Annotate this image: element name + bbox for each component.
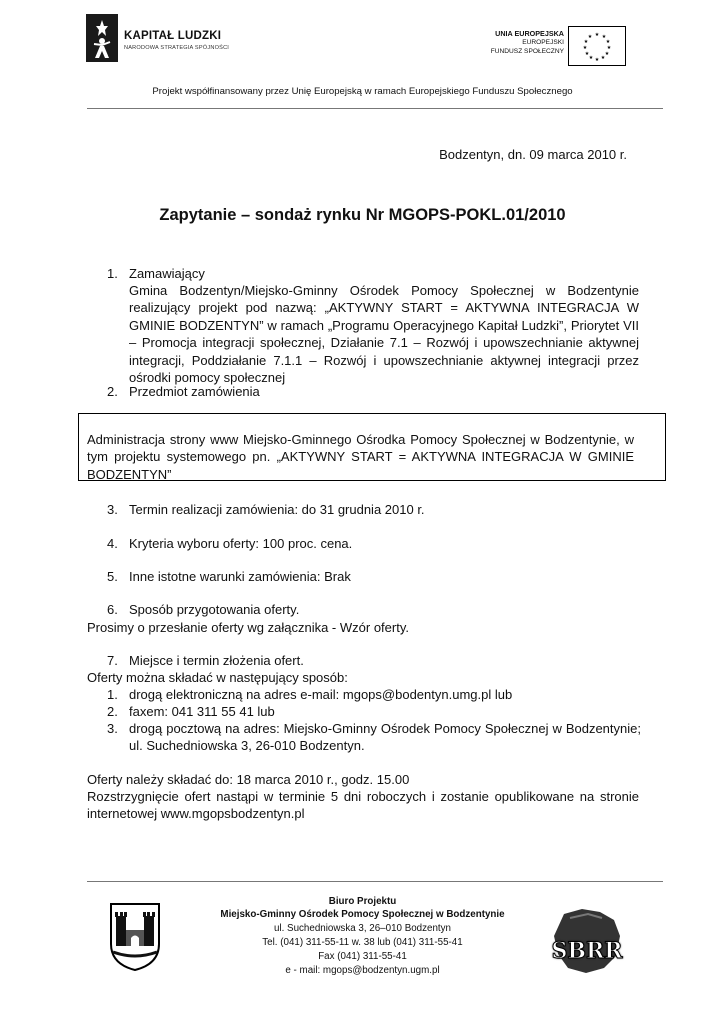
item-5-number: 5. — [107, 569, 118, 584]
footer-email: e - mail: mgops@bodzentyn.ugm.pl — [285, 965, 440, 976]
submission-deadline: Oferty należy składać do: 18 marca 2010 r., godz. 15.00 — [87, 772, 410, 787]
sbrr-logo — [542, 906, 632, 976]
item-6-heading — [107, 601, 299, 618]
footer-divider — [87, 881, 663, 882]
svg-text:★: ★ — [588, 55, 594, 61]
item-4-number: 4. — [107, 536, 118, 551]
eu-logo-line1: UNIA EUROPEJSKA — [495, 29, 564, 38]
svg-text:★: ★ — [600, 55, 606, 61]
kapital-ludzki-subtitle: NARODOWA STRATEGIA SPÓJNOŚCI — [124, 45, 230, 51]
item-1-label: Zamawiający — [129, 266, 205, 281]
item-7-heading — [107, 652, 304, 669]
eu-logo — [470, 26, 626, 72]
footer-fax: Fax (041) 311-55-41 — [318, 951, 407, 962]
order-subject-box — [78, 413, 666, 481]
footer-organization: Miejsko-Gminny Ośrodek Pomocy Społecznej w Bodzentynie — [220, 909, 505, 920]
submission-way-3-address: ul. Suchedniowska 3, 26-010 Bodzentyn. — [129, 738, 365, 753]
submission-way-1-number: 1. — [107, 687, 118, 702]
svg-text:★: ★ — [605, 39, 611, 45]
sbrr-label: SBRR — [551, 938, 623, 964]
eu-flag-icon — [568, 26, 626, 66]
svg-text:★: ★ — [587, 34, 593, 40]
footer-address: ul. Suchedniowska 3, 26–010 Bodzentyn — [273, 923, 451, 934]
item-7-label: Miejsce i termin złożenia ofert. — [129, 653, 304, 668]
svg-text:★: ★ — [604, 51, 610, 57]
item-3-heading — [107, 501, 425, 518]
submission-way-3 — [107, 720, 641, 737]
eu-logo-text — [491, 29, 564, 56]
kapital-ludzki-emblem-icon — [86, 14, 118, 62]
eu-logo-line2: EUROPEJSKI — [522, 39, 564, 46]
item-4-label: Kryteria wyboru oferty: 100 proc. cena. — [129, 536, 353, 551]
svg-text:★: ★ — [582, 45, 588, 51]
item-7-number: 7. — [107, 653, 118, 668]
footer-office-title: Biuro Projektu — [328, 896, 397, 907]
eu-logo-line3: FUNDUSZ SPOŁECZNY — [490, 48, 564, 55]
item-3-label: Termin realizacji zamówienia: do 31 grudnia 2010 r. — [129, 502, 425, 517]
item-5-heading — [107, 568, 351, 585]
svg-text:★: ★ — [583, 39, 589, 45]
footer-phone: Tel. (041) 311-55-11 w. 38 lub (041) 311-55-41 — [262, 937, 463, 948]
submission-way-2 — [107, 703, 275, 720]
submission-way-3-number: 3. — [107, 721, 118, 736]
document-title: Zapytanie – sondaż rynku Nr MGOPS-POKL.01/2010 — [159, 206, 566, 224]
order-subject-text: Administracja strony www Miejsko-Gminnego Ośrodka Pomocy Społecznej w Bodzentynie, w tym projektu systemowego pn. „AKTYWNY START = AKTYWNA INTEGRACJA W GMINIE BODZENTYN” — [87, 432, 634, 482]
item-2-label: Przedmiot zamówienia — [129, 384, 260, 399]
submission-way-3-text: drogą pocztową na adres: Miejsko-Gminny Ośrodek Pomocy Społecznej w Bodzentynie; — [129, 721, 641, 736]
result-announcement: Rozstrzygnięcie ofert nastąpi w terminie 5 dni roboczych i zostanie opublikowane na stronie internetowej www.mgopsbodzentyn.pl — [87, 789, 639, 822]
item-1-paragraph: Gmina Bodzentyn/Miejsko-Gminny Ośrodek Pomocy Społecznej w Bodzentynie realizujący projekt pod nazwą: „AKTYWNY START = AKTYWNA INTEGRACJA W GMINIE BODZENTYN” w ramach „Programu Operacyjnego Kapitał Ludzki”, Priorytet VII – Promocja integracji społecznej, Działanie 7.1 – Rozwój i upowszechnianie aktywnej integracji, Poddziałanie 7.1.1 – Rozwój i upowszechnianie aktywnej integracji przez ośrodki pomocy społecznej — [129, 283, 639, 386]
item-6-number: 6. — [107, 602, 118, 617]
document-date: Bodzentyn, dn. 09 marca 2010 r. — [439, 147, 627, 162]
cofinancing-note: Projekt współfinansowany przez Unię Europejską w ramach Europejskiego Funduszu Społecznego — [152, 86, 573, 97]
item-6-text: Prosimy o przesłanie oferty wg załącznika - Wzór oferty. — [87, 620, 409, 635]
submission-way-1 — [107, 686, 512, 703]
item-7-text: Oferty można składać w następujący sposób: — [87, 670, 348, 685]
kapital-ludzki-logo — [86, 14, 246, 64]
item-5-label: Inne istotne warunki zamówienia: Brak — [129, 569, 351, 584]
svg-text:★: ★ — [594, 32, 600, 38]
header-divider — [87, 108, 663, 109]
svg-text:★: ★ — [584, 51, 590, 57]
item-3-number: 3. — [107, 502, 118, 517]
item-1-heading — [107, 265, 205, 282]
item-2-heading — [107, 383, 260, 400]
item-6-label: Sposób przygotowania oferty. — [129, 602, 300, 617]
submission-way-2-number: 2. — [107, 704, 118, 719]
item-4-heading — [107, 535, 352, 552]
item-1-number: 1. — [107, 266, 118, 281]
item-2-number: 2. — [107, 384, 118, 399]
submission-way-1-text: drogą elektroniczną na adres e-mail: mgops@bodentyn.umg.pl lub — [129, 687, 513, 702]
svg-text:★: ★ — [594, 57, 600, 63]
kapital-ludzki-title: KAPITAŁ LUDZKI — [124, 30, 222, 42]
svg-text:★: ★ — [606, 45, 612, 51]
svg-text:★: ★ — [601, 34, 607, 40]
submission-way-2-text: faxem: 041 311 55 41 lub — [129, 704, 275, 719]
